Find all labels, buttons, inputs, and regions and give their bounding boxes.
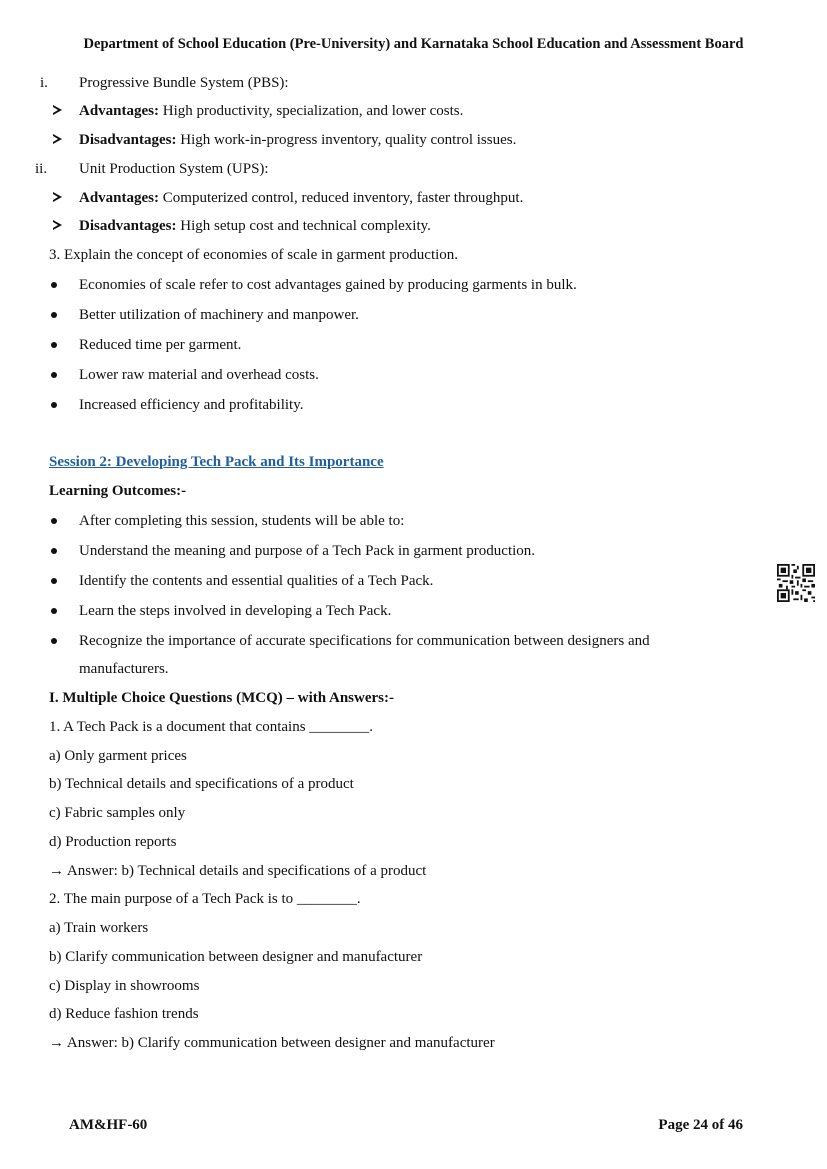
footer-code: AM&HF-60 (69, 1117, 148, 1133)
advantages-label: Advantages: (79, 190, 160, 206)
ups-disadvantages (79, 217, 431, 235)
list-item: Lower raw material and overhead costs. (79, 367, 319, 383)
bullet-icon (51, 282, 57, 288)
pbs-disadvantages (79, 131, 516, 149)
footer-page-number: Page 24 of 46 (658, 1117, 743, 1133)
bullet-icon (51, 548, 57, 554)
list-item: Reduced time per garment. (79, 337, 242, 353)
list-item-continuation: manufacturers. (79, 661, 169, 677)
mcq-option: b) Technical details and specifications of a product (49, 776, 354, 792)
learning-outcomes-label: Learning Outcomes:- (49, 483, 187, 499)
mcq-answer-1: → Answer: b) Technical details and specifications of a product (49, 863, 427, 879)
arrow-bullet-icon (53, 220, 62, 230)
arrow-bullet-icon (53, 192, 62, 202)
page-header: Department of School Education (Pre-University) and Karnataka School Education and Assessment Board (83, 36, 744, 52)
mcq-option: b) Clarify communication between designer and manufacturer (49, 949, 423, 965)
qr-code-icon (777, 564, 815, 602)
mcq-heading: I. Multiple Choice Questions (MCQ) – with Answers:- (49, 690, 394, 706)
list-item: Increased efficiency and profitability. (79, 397, 304, 413)
list-item: Identify the contents and essential qualities of a Tech Pack. (79, 573, 434, 589)
bullet-icon (51, 578, 57, 584)
advantages-label: Advantages: (79, 103, 160, 119)
arrow-bullet-icon (53, 134, 62, 144)
disadvantages-text: High work-in-progress inventory, quality control issues. (176, 132, 517, 148)
question-3: 3. Explain the concept of economies of scale in garment production. (49, 247, 459, 263)
advantages-text: High productivity, specialization, and lower costs. (159, 103, 464, 119)
disadvantages-label: Disadvantages: (79, 132, 177, 148)
disadvantages-text: High setup cost and technical complexity. (176, 218, 431, 234)
mcq-option: a) Train workers (49, 920, 149, 936)
bullet-icon (51, 342, 57, 348)
list-item: Recognize the importance of accurate specifications for communication between designers and (79, 633, 650, 649)
mcq-option: c) Fabric samples only (49, 805, 186, 821)
ups-advantages (79, 189, 523, 207)
list-item: Learn the steps involved in developing a Tech Pack. (79, 603, 392, 619)
advantages-text: Computerized control, reduced inventory, faster throughput. (159, 190, 524, 206)
mcq-option: a) Only garment prices (49, 748, 187, 764)
list-item: Economies of scale refer to cost advantages gained by producing garments in bulk. (79, 277, 577, 293)
list-item: Understand the meaning and purpose of a Tech Pack in garment production. (79, 543, 536, 559)
session-2-heading[interactable]: Session 2: Developing Tech Pack and Its Importance (49, 454, 384, 470)
bullet-icon (51, 402, 57, 408)
bullet-icon (51, 518, 57, 524)
mcq-question-2: 2. The main purpose of a Tech Pack is to ________. (49, 891, 361, 907)
list-marker-i: i. (40, 75, 48, 91)
bullet-icon (51, 638, 57, 644)
bullet-icon (51, 372, 57, 378)
bullet-icon (51, 312, 57, 318)
pbs-title: Progressive Bundle System (PBS): (79, 75, 289, 91)
list-item: After completing this session, students will be able to: (79, 513, 405, 529)
mcq-answer-2: → Answer: b) Clarify communication between designer and manufacturer (49, 1035, 495, 1051)
list-marker-ii: ii. (35, 161, 48, 177)
mcq-option: c) Display in showrooms (49, 978, 200, 994)
list-item: Better utilization of machinery and manpower. (79, 307, 359, 323)
arrow-bullet-icon (53, 105, 62, 115)
disadvantages-label: Disadvantages: (79, 218, 177, 234)
bullet-icon (51, 608, 57, 614)
mcq-option: d) Production reports (49, 834, 177, 850)
mcq-question-1: 1. A Tech Pack is a document that contains ________. (49, 719, 374, 735)
ups-title: Unit Production System (UPS): (79, 161, 269, 177)
mcq-option: d) Reduce fashion trends (49, 1006, 199, 1022)
pbs-advantages (79, 102, 463, 120)
